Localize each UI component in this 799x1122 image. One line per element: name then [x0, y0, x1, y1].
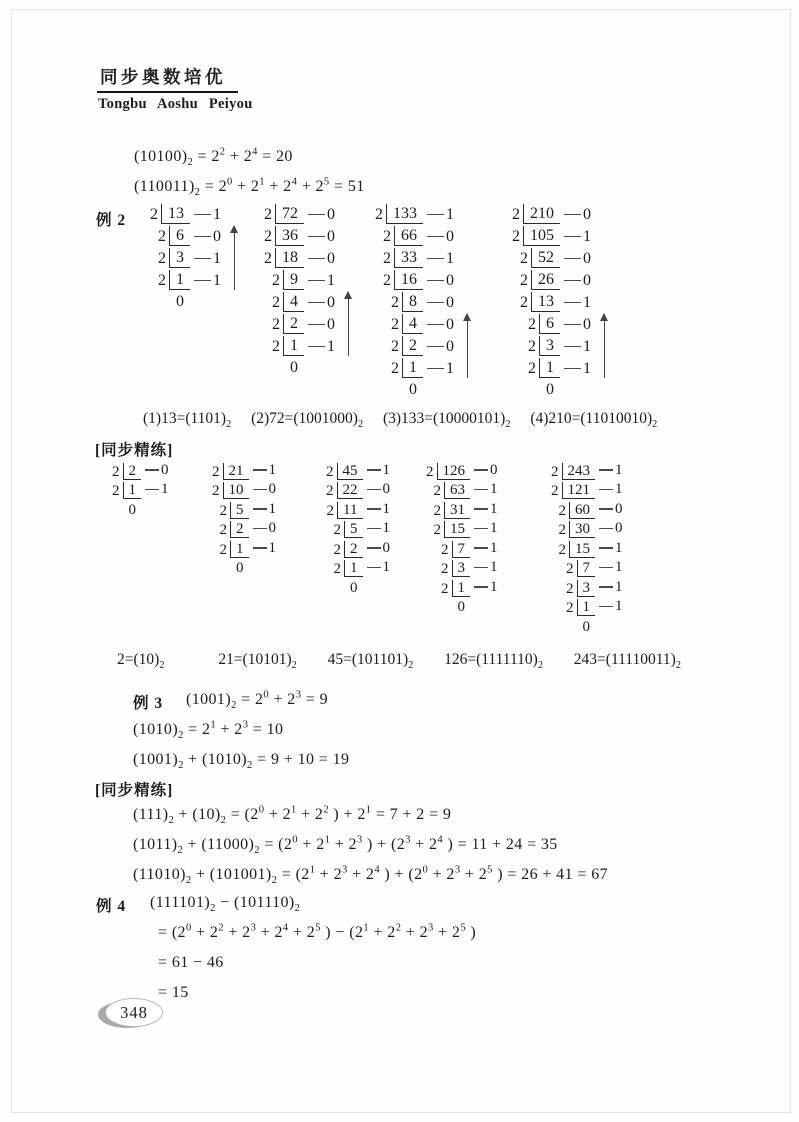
- ladder-remainder: 0: [253, 519, 277, 538]
- ladder-divisor: 2: [383, 250, 391, 267]
- ladder-final-zero: 0: [546, 381, 554, 398]
- remainder-dash: [194, 236, 211, 238]
- ladder-remainder: 1: [599, 558, 623, 577]
- ladder-remainder: 1: [564, 337, 591, 356]
- ladder-divisor: 2: [219, 502, 227, 519]
- ladder-final-zero: 0: [290, 359, 298, 376]
- ladder-remainder: 1: [194, 205, 221, 224]
- remainder-dash: [427, 236, 444, 238]
- remainder-dash: [474, 586, 488, 588]
- result-item: $(1)13=(1101)_2$: [143, 410, 232, 431]
- page-number: 348: [105, 998, 163, 1027]
- remainder-dash: [308, 302, 325, 304]
- ladder-quotient: 15: [569, 541, 595, 558]
- ladder-quotient: 66: [394, 226, 423, 246]
- ladder-divisor: 2: [212, 463, 220, 480]
- remainder-dash: [253, 528, 267, 530]
- example3-line-3: $(1001)_2 + (1010)_2 = 9 + 10 = 19$: [133, 751, 350, 772]
- ladder-remainder: 0: [564, 205, 591, 224]
- ladder-divisor: 2: [426, 463, 434, 480]
- result-item: $45=(101101)_2$: [327, 651, 414, 672]
- remainder-dash: [599, 508, 613, 510]
- ladder-divisor: 2: [326, 463, 334, 480]
- remainder-dash: [427, 324, 444, 326]
- ladder-remainder: 0: [427, 227, 454, 246]
- ladder-quotient: 1: [123, 482, 142, 499]
- ladder-final-zero: 0: [457, 599, 465, 615]
- example4-line-1: $(111101)_2 - (101110)_2$: [150, 894, 301, 915]
- remainder-dash: [308, 258, 325, 260]
- ladder-remainder: 1: [194, 249, 221, 268]
- remainder-dash: [427, 280, 444, 282]
- practice2-label: [同步精练]: [95, 782, 174, 799]
- ladder-remainder: 1: [194, 271, 221, 290]
- ladder-divisor: 2: [551, 463, 559, 480]
- intro-equation-2: $(110011)_2 = 2^0 + 2^1 + 2^4 + 2^5 = 51$: [134, 176, 365, 199]
- ladder-remainder: 0: [564, 271, 591, 290]
- remainder-dash: [367, 528, 381, 530]
- ladder-quotient: 3: [452, 560, 471, 577]
- ladder-remainder: 0: [427, 337, 454, 356]
- practice1-results: [117, 651, 681, 672]
- ladder-quotient: 105: [523, 226, 560, 246]
- remainder-dash: [253, 469, 267, 471]
- ladder-remainder: 1: [253, 539, 277, 558]
- remainder-dash: [599, 606, 613, 608]
- ladder-divisor: 2: [264, 250, 272, 267]
- ladder-divisor: 2: [158, 228, 166, 245]
- ladder-quotient: 11: [337, 502, 362, 519]
- practice2-line-2: $(1011)_2 + (11000)_2 = (2^0 + 2^1 + 2^3$ ) + ($2^3 + 2^4$ ) = 11 + 24 = 35: [133, 834, 558, 857]
- ladder-divisor: 2: [272, 316, 280, 333]
- ladder-final-zero: 0: [350, 579, 358, 596]
- ladder-divisor: 2: [326, 483, 334, 499]
- ladder-quotient: 6: [539, 314, 560, 334]
- remainder-dash: [427, 368, 444, 370]
- ladder-remainder: 0: [145, 461, 169, 480]
- ladder-final-zero: 0: [409, 381, 417, 398]
- ladder-divisor: 2: [441, 541, 449, 558]
- remainder-dash: [308, 280, 325, 282]
- ladder-remainder: 1: [145, 480, 169, 499]
- result-item: $243=(11110011)_2$: [573, 651, 681, 672]
- ladder-quotient: 3: [539, 336, 560, 356]
- ladder-divisor: 2: [212, 483, 220, 499]
- ladder-remainder: 1: [564, 359, 591, 378]
- title-underline: [97, 91, 238, 93]
- ladder-quotient: 16: [394, 270, 423, 290]
- ladder-remainder: 1: [474, 558, 498, 577]
- ladder-quotient: 3: [577, 580, 596, 597]
- ladder-remainder: 0: [308, 293, 335, 312]
- remainder-dash: [253, 489, 267, 491]
- remainder-dash: [564, 214, 581, 216]
- remainder-dash: [253, 508, 267, 510]
- ladder-quotient: 7: [452, 541, 471, 558]
- ladder-remainder: 1: [308, 337, 335, 356]
- remainder-dash: [564, 280, 581, 282]
- ladder-quotient: 13: [531, 292, 560, 312]
- remainder-dash: [599, 528, 613, 530]
- ladder-divisor: 2: [326, 502, 335, 519]
- example4-line-3: = 61 − 46: [158, 954, 224, 971]
- ladder-divisor: 2: [112, 483, 120, 499]
- ladder-quotient: 2: [283, 314, 304, 334]
- ladder-quotient: 4: [283, 292, 304, 312]
- ladder-remainder: 1: [564, 227, 591, 246]
- ladder-divisor: 2: [391, 338, 399, 355]
- example3-line-1: $(1001)_2 = 2^0 + 2^3 = 9$: [186, 689, 328, 712]
- remainder-dash: [367, 547, 381, 549]
- ladder-divisor: 2: [512, 228, 520, 245]
- book-title-pinyin: Tongbu Aoshu Peiyou: [98, 96, 253, 112]
- ladder-divisor: 2: [520, 272, 528, 289]
- read-up-arrow-icon: [467, 314, 468, 378]
- ladder-divisor: 2: [441, 561, 449, 577]
- ladder-quotient: 1: [169, 270, 190, 290]
- ladder-remainder: 0: [367, 480, 391, 499]
- ladder-divisor: 2: [558, 522, 566, 538]
- ladder-quotient: 26: [531, 270, 560, 290]
- remainder-dash: [308, 346, 325, 348]
- example4-line-2: = ($2^0 + 2^2 + 2^3 + 2^4 + 2^5$ ) − ($2^1 + 2^2 + 2^3 + 2^5$ ): [158, 922, 477, 941]
- ladder-divisor: 2: [566, 561, 574, 577]
- ladder-remainder: 1: [474, 500, 498, 519]
- ladder-divisor: 2: [512, 206, 520, 223]
- ladder-quotient: 5: [230, 502, 249, 519]
- result-item: $(3)133=(10000101)_2$: [382, 410, 511, 431]
- book-title-chinese: 同步奥数培优: [100, 67, 226, 87]
- ladder-remainder: 1: [427, 249, 454, 268]
- division-ladder-21: [212, 460, 276, 577]
- ladder-quotient: 133: [386, 204, 423, 224]
- example2-label: 例 2: [96, 212, 127, 229]
- ladder-divisor: 2: [333, 541, 341, 558]
- ladder-remainder: 1: [599, 480, 623, 499]
- ladder-divisor: 2: [520, 250, 528, 267]
- ladder-remainder: 0: [308, 249, 335, 268]
- ladder-divisor: 2: [272, 272, 280, 289]
- remainder-dash: [194, 258, 211, 260]
- remainder-dash: [308, 324, 325, 326]
- ladder-quotient: 210: [523, 204, 560, 224]
- ladder-quotient: 1: [539, 358, 560, 378]
- ladder-divisor: 2: [272, 294, 280, 311]
- ladder-remainder: 0: [427, 293, 454, 312]
- ladder-quotient: 13: [161, 204, 190, 224]
- ladder-remainder: 0: [253, 480, 277, 499]
- result-item: $21=(10101)_2$: [218, 651, 297, 672]
- remainder-dash: [599, 547, 613, 549]
- ladder-remainder: 1: [599, 597, 623, 616]
- remainder-dash: [427, 214, 444, 216]
- ladder-quotient: 10: [223, 482, 249, 499]
- ladder-divisor: 2: [520, 294, 528, 311]
- ladder-remainder: 0: [427, 315, 454, 334]
- ladder-quotient: 52: [531, 248, 560, 268]
- ladder-divisor: 2: [391, 360, 399, 377]
- ladder-divisor: 2: [150, 206, 158, 223]
- read-up-arrow-icon: [604, 314, 605, 378]
- ladder-quotient: 6: [169, 226, 190, 246]
- division-ladder-45: [326, 460, 390, 597]
- remainder-dash: [564, 324, 581, 326]
- remainder-dash: [427, 258, 444, 260]
- practice2-line-1: $(111)_2 + (10)_2 = (2^0 + 2^1 + 2^2$ ) + $2^1 = 7 + 2 = 9$: [133, 804, 452, 827]
- ladder-quotient: 1: [344, 560, 363, 577]
- remainder-dash: [599, 469, 613, 471]
- ladder-quotient: 126: [437, 463, 471, 480]
- division-ladder-72: [264, 202, 335, 378]
- remainder-dash: [564, 302, 581, 304]
- ladder-quotient: 31: [444, 502, 470, 519]
- practice2-line-3: $(11010)_2 + (101001)_2 = (2^1 + 2^3 + 2^4$ ) + ($2^0 + 2^3 + 2^5$ ) = 26 + 41 = 67: [133, 864, 609, 887]
- ladder-divisor: 2: [441, 580, 449, 597]
- remainder-dash: [474, 489, 488, 491]
- ladder-quotient: 5: [344, 521, 363, 538]
- ladder-divisor: 2: [433, 483, 441, 499]
- page-number-badge: [98, 998, 164, 1030]
- remainder-dash: [427, 302, 444, 304]
- ladder-divisor: 2: [528, 316, 536, 333]
- division-ladder-2: [112, 460, 169, 519]
- ladder-quotient: 2: [402, 336, 423, 356]
- ladder-divisor: 2: [264, 206, 272, 223]
- ladder-remainder: 0: [474, 461, 498, 480]
- remainder-dash: [474, 508, 488, 510]
- ladder-remainder: 0: [308, 315, 335, 334]
- ladder-quotient: 60: [569, 502, 595, 519]
- ladder-quotient: 1: [283, 336, 304, 356]
- ladder-divisor: 2: [272, 338, 280, 355]
- ladder-remainder: 1: [427, 359, 454, 378]
- remainder-dash: [367, 489, 381, 491]
- ladder-quotient: 33: [394, 248, 423, 268]
- ladder-remainder: 1: [599, 461, 623, 480]
- ladder-quotient: 22: [337, 482, 363, 499]
- ladder-remainder: 0: [367, 539, 391, 558]
- division-ladder-13: [150, 202, 221, 312]
- remainder-dash: [474, 528, 488, 530]
- result-item: $126=(1111110)_2$: [444, 651, 543, 672]
- ladder-quotient: 21: [223, 463, 249, 480]
- ladder-remainder: 1: [474, 519, 498, 538]
- ladder-quotient: 72: [275, 204, 304, 224]
- ladder-quotient: 36: [275, 226, 304, 246]
- ladder-remainder: 1: [474, 539, 498, 558]
- ladder-divisor: 2: [383, 228, 391, 245]
- ladder-divisor: 2: [558, 541, 566, 558]
- ladder-quotient: 1: [230, 541, 249, 558]
- remainder-dash: [253, 547, 267, 549]
- ladder-divisor: 2: [112, 463, 120, 480]
- ladder-divisor: 2: [391, 316, 399, 333]
- remainder-dash: [564, 258, 581, 260]
- example4-line-4: = 15: [158, 984, 189, 1001]
- example3-line-2: $(1010)_2 = 2^1 + 2^3 = 10$: [133, 719, 284, 742]
- ladder-final-zero: 0: [582, 618, 590, 635]
- intro-equation-1: $(10100)_2 = 2^2 + 2^4 = 20$: [134, 146, 293, 169]
- result-item: $(4)210=(11010010)_2$: [530, 410, 658, 431]
- ladder-remainder: 1: [599, 539, 623, 558]
- remainder-dash: [599, 586, 613, 588]
- ladder-remainder: 1: [367, 519, 391, 538]
- ladder-remainder: 0: [194, 227, 221, 246]
- division-ladder-126: [426, 460, 498, 616]
- ladder-final-zero: 0: [128, 501, 136, 518]
- remainder-dash: [427, 346, 444, 348]
- ladder-remainder: 1: [253, 461, 277, 480]
- ladder-divisor: 2: [528, 360, 536, 377]
- ladder-remainder: 0: [564, 315, 591, 334]
- ladder-divisor: 2: [219, 522, 227, 538]
- read-up-arrow-icon: [348, 292, 349, 356]
- ladder-remainder: 1: [474, 480, 498, 499]
- remainder-dash: [367, 469, 381, 471]
- ladder-final-zero: 0: [236, 560, 244, 576]
- division-ladder-133: [375, 202, 454, 400]
- ladder-quotient: 30: [569, 521, 595, 538]
- ladder-divisor: 2: [551, 483, 559, 499]
- result-item: $(2)72=(1001000)_2$: [251, 410, 364, 431]
- practice1-label: [同步精练]: [95, 442, 174, 459]
- example3-label: 例 3: [133, 695, 164, 712]
- ladder-quotient: 45: [337, 463, 363, 480]
- ladder-divisor: 2: [528, 338, 536, 355]
- ladder-remainder: 0: [427, 271, 454, 290]
- remainder-dash: [145, 469, 159, 471]
- ladder-quotient: 18: [275, 248, 304, 268]
- ladder-quotient: 2: [344, 541, 363, 558]
- ladder-remainder: 0: [564, 249, 591, 268]
- ladder-quotient: 1: [402, 358, 423, 378]
- read-up-arrow-icon: [234, 226, 235, 290]
- result-item: $2=(10)_2$: [117, 651, 165, 672]
- ladder-remainder: 0: [308, 205, 335, 224]
- ladder-quotient: 1: [452, 580, 471, 597]
- ladder-remainder: 1: [367, 500, 391, 519]
- remainder-dash: [599, 567, 613, 569]
- remainder-dash: [367, 508, 381, 510]
- ladder-divisor: 2: [566, 580, 574, 597]
- remainder-dash: [564, 346, 581, 348]
- ladder-remainder: 1: [474, 578, 498, 597]
- remainder-dash: [308, 236, 325, 238]
- division-ladder-243: [551, 460, 623, 636]
- example2-results: [143, 410, 658, 431]
- ladder-quotient: 1: [577, 599, 596, 616]
- remainder-dash: [564, 236, 581, 238]
- ladder-remainder: 0: [599, 500, 623, 519]
- remainder-dash: [145, 489, 159, 491]
- ladder-remainder: 1: [367, 461, 391, 480]
- ladder-quotient: 63: [444, 482, 470, 499]
- ladder-divisor: 2: [391, 294, 399, 311]
- ladder-remainder: 1: [367, 558, 391, 577]
- ladder-divisor: 2: [383, 272, 391, 289]
- remainder-dash: [474, 567, 488, 569]
- remainder-dash: [194, 280, 211, 282]
- ladder-divisor: 2: [433, 502, 441, 519]
- ladder-remainder: 1: [599, 578, 623, 597]
- ladder-quotient: 8: [402, 292, 423, 312]
- ladder-remainder: 0: [308, 227, 335, 246]
- ladder-remainder: 0: [599, 519, 623, 538]
- ladder-divisor: 2: [558, 502, 566, 519]
- remainder-dash: [194, 214, 211, 216]
- remainder-dash: [474, 469, 488, 471]
- ladder-divisor: 2: [333, 561, 341, 577]
- ladder-quotient: 2: [123, 463, 142, 480]
- ladder-remainder: 1: [427, 205, 454, 224]
- division-ladder-210: [512, 202, 591, 400]
- ladder-divisor: 2: [219, 541, 227, 558]
- example4-label: 例 4: [96, 898, 127, 915]
- ladder-quotient: 121: [562, 482, 596, 499]
- ladder-remainder: 1: [564, 293, 591, 312]
- remainder-dash: [474, 547, 488, 549]
- ladder-quotient: 15: [444, 521, 470, 538]
- remainder-dash: [308, 214, 325, 216]
- remainder-dash: [367, 567, 381, 569]
- remainder-dash: [599, 489, 613, 491]
- ladder-remainder: 1: [308, 271, 335, 290]
- ladder-divisor: 2: [264, 228, 272, 245]
- remainder-dash: [564, 368, 581, 370]
- ladder-divisor: 2: [433, 522, 441, 538]
- ladder-quotient: 3: [169, 248, 190, 268]
- ladder-quotient: 4: [402, 314, 423, 334]
- ladder-divisor: 2: [333, 522, 341, 538]
- ladder-quotient: 2: [230, 521, 249, 538]
- ladder-quotient: 7: [577, 560, 596, 577]
- ladder-quotient: 9: [283, 270, 304, 290]
- page-border: [11, 9, 791, 1113]
- ladder-final-zero: 0: [176, 293, 184, 310]
- ladder-divisor: 2: [375, 206, 383, 223]
- ladder-divisor: 2: [158, 250, 166, 267]
- ladder-divisor: 2: [158, 272, 166, 289]
- ladder-quotient: 243: [562, 463, 596, 480]
- ladder-remainder: 1: [253, 500, 277, 519]
- ladder-divisor: 2: [566, 600, 574, 616]
